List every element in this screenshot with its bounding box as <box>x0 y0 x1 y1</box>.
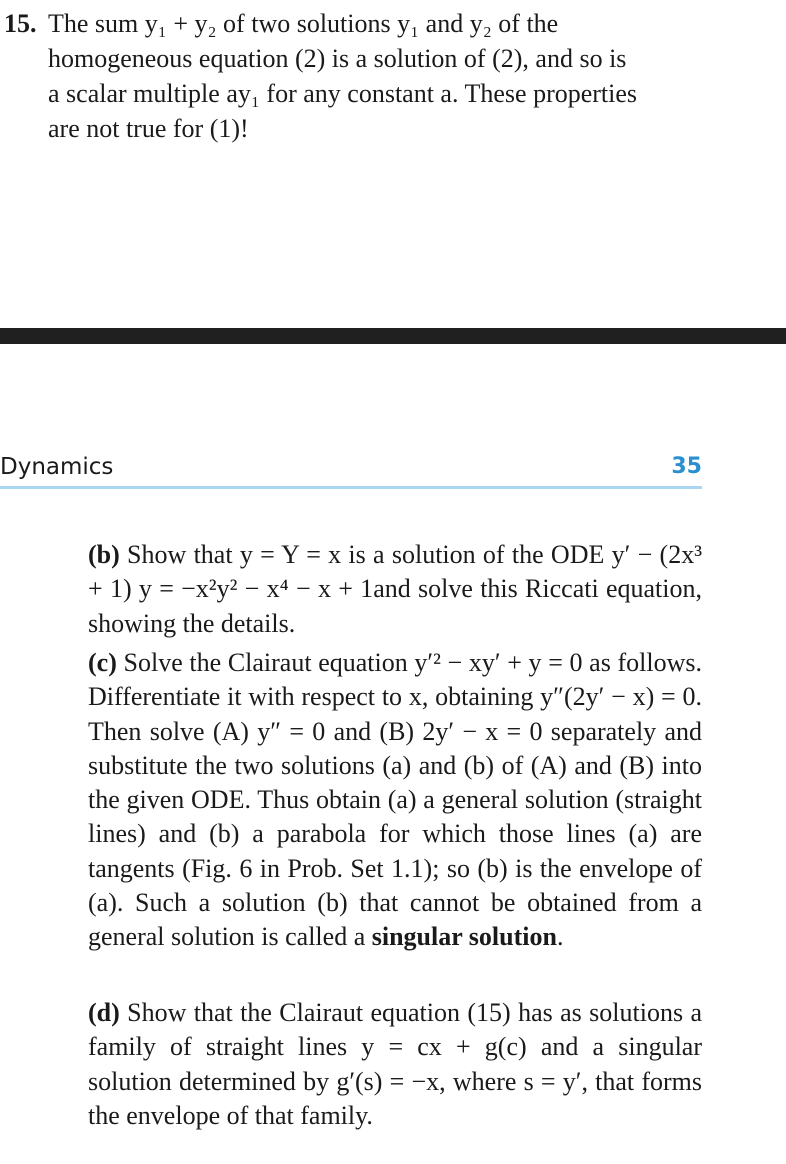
problem-number: 15. <box>4 9 37 38</box>
singular-solution-term: singular solution <box>371 922 557 952</box>
page-number: 35 <box>671 454 702 479</box>
part-b-text-1: Show that y = Y = x is a solution of the ODE y′ − (2x³ + 1) y = −x²y² − x⁴ − x + 1 <box>88 540 702 604</box>
problem-15-line-4: are not true for (1)! <box>48 114 249 143</box>
running-title: Dynamics <box>0 454 114 480</box>
part-d-text-1: Show that the Clairaut equation (15) has as solutions a family of straight lines y = cx + g(c) and a singular solution determined by g′(s) = −x, where s = y′, that forms the envelope of that family. <box>88 998 702 1130</box>
part-b-paragraph <box>88 538 702 641</box>
page-header <box>0 452 702 488</box>
header-rule <box>0 486 702 489</box>
problem-15-line-2: homogeneous equation (2) is a solution of (2), and so is <box>48 44 627 73</box>
part-c-paragraph <box>88 646 702 955</box>
page-divider <box>0 328 786 344</box>
problem-15-text <box>48 6 664 146</box>
part-c-label: (c) <box>88 648 117 677</box>
part-b-label: (b) <box>88 540 120 569</box>
part-b-text-2: and solve this Riccati equation, showing the details. <box>88 574 702 638</box>
part-d-label: (d) <box>88 998 120 1027</box>
part-c-text-2: . <box>556 922 564 952</box>
problem-15-line-3: a scalar multiple ay₁ for any constant a. These properties <box>48 79 638 108</box>
part-c-text-1: Solve the Clairaut equation y′² − xy′ + y = 0 as follows. Differentiate it with respect to x, obtaining y″(2y′ − x) = 0. Then solve (A) y″ = 0 and (B) 2y′ − x = 0 separately and substitute the two solutions (a) and (b) of (A) and (B) into the given ODE. Thus obtain (a) a general solution (straight lines) and (b) a parabola for which those lines (a) are tangents (Fig. 6 in Prob. Set 1.1); so (b) is the envelope of (a). Such a solution (b) that cannot be obtained from a general solution is called a <box>88 648 702 952</box>
part-d-paragraph <box>88 996 702 1133</box>
problem-15 <box>4 6 664 146</box>
problem-15-line-1: The sum y₁ + y₂ of two solutions y₁ and y₂ of the <box>48 9 559 38</box>
